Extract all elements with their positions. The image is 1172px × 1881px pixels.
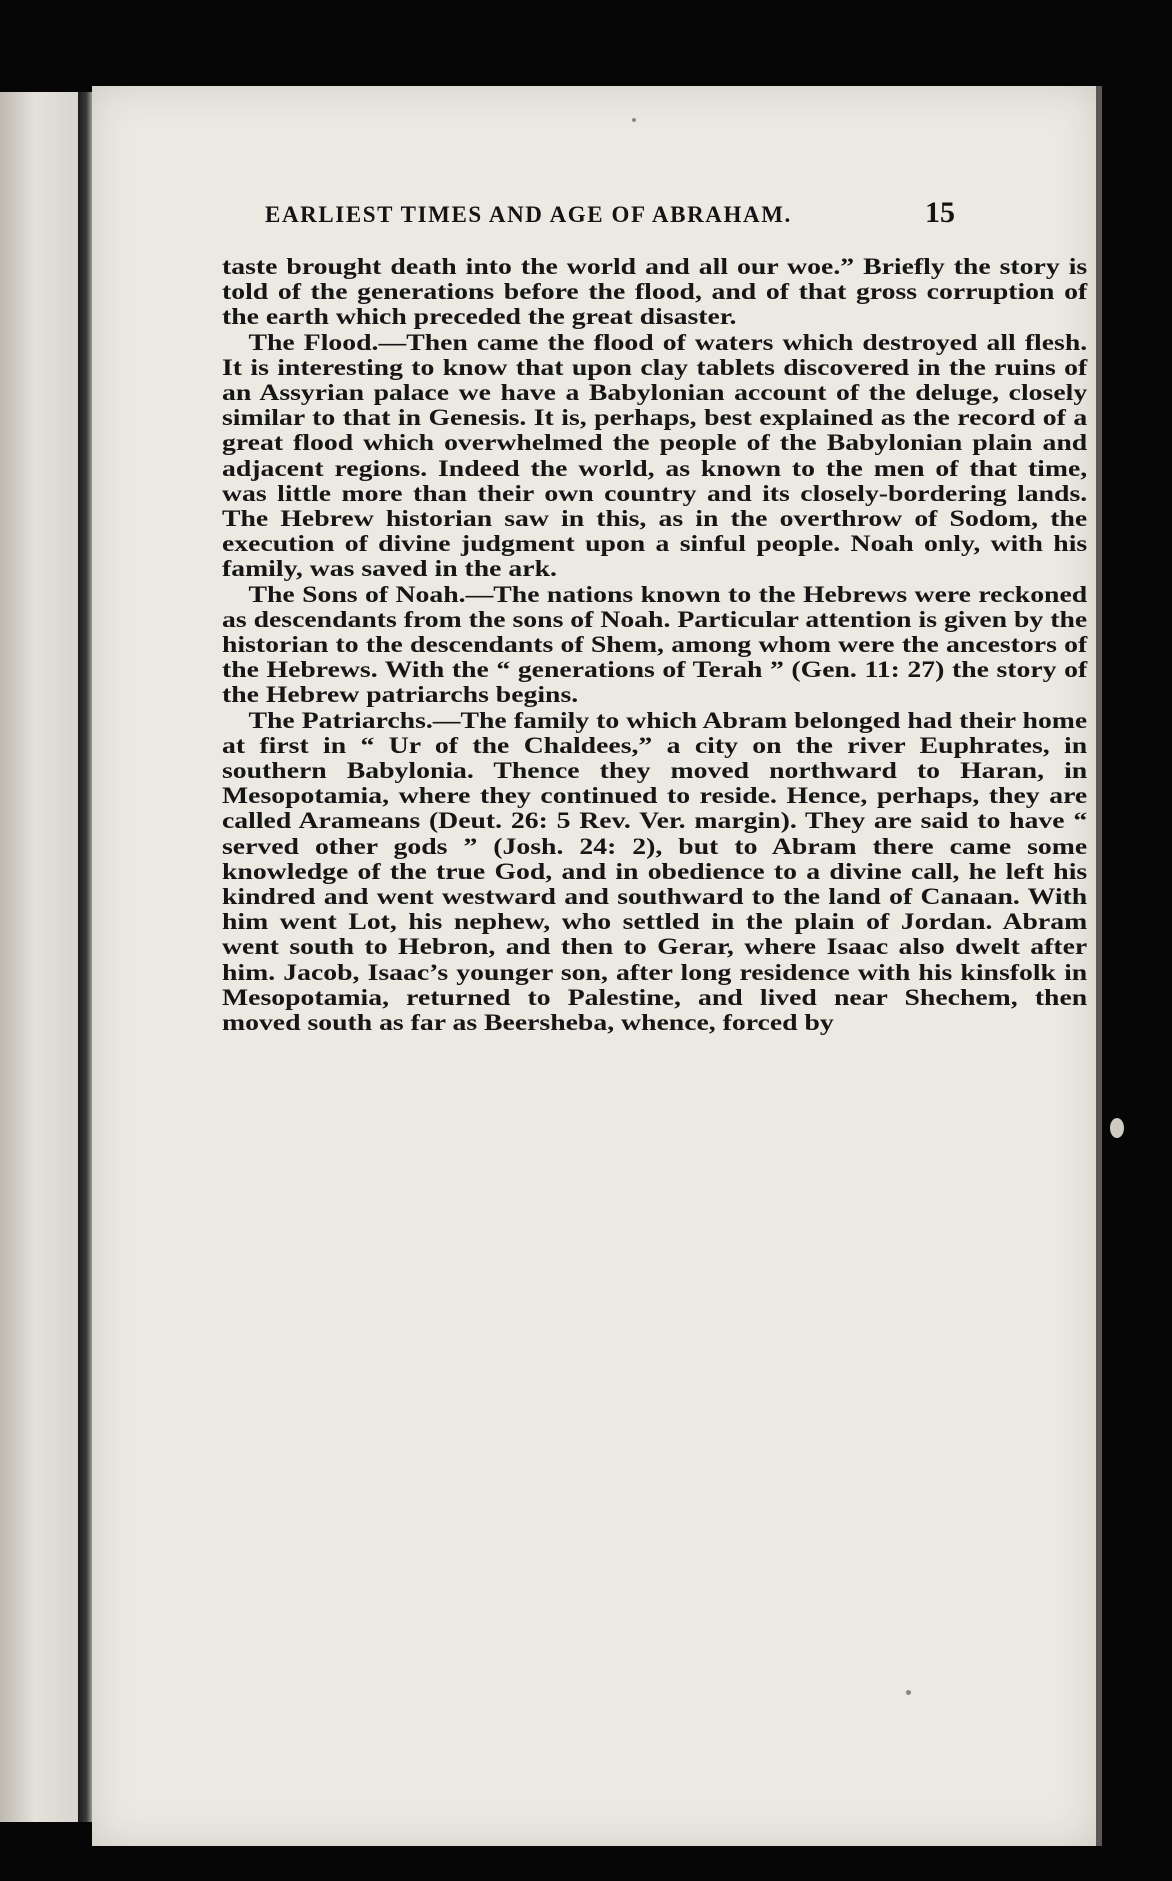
running-head: EARLIEST TIMES AND AGE OF ABRAHAM. <box>265 202 792 227</box>
paragraph-the-flood <box>222 330 1087 582</box>
paragraph-heading: The Patriarchs.— <box>248 707 461 733</box>
paragraph-text: taste brought death into the world and all our woe.” Briefly the story is told of the generations before the flood, and of that gross corruption of the earth which preceded the great disaster. <box>222 254 1088 330</box>
paragraph-heading: The Sons of Noah.— <box>248 581 494 607</box>
paragraph-text: The family to which Abram belonged had their home at first in “ Ur of the Chaldees,” a city on the river Euphrates, in southern Babylonia. Thence they moved northward to Haran, in Mesopotamia, where they continued to reside. Hence, perhaps, they are called Arameans (Deut. 26: 5 Rev. Ver. margin). They are said to have “ served other gods ” (Josh. 24: 2), but to Abram there came some knowledge of the true God, and in obedience to a divine call, he left his kindred and went westward and southward to the land of Canaan. With him went Lot, his nephew, who settled in the plain of Jordan. Abram went south to Hebron, and then to Gerar, where Isaac also dwelt after him. Jacob, Isaac’s younger son, after long residence with his kinsfolk in Mesopotamia, returned to Palestine, and lived near Shechem, then moved south as far as Beersheba, whence, forced by <box>222 707 1088 1036</box>
page-header <box>265 196 955 236</box>
paragraph-heading: The Flood.— <box>248 329 407 355</box>
paragraph-sons-of-noah <box>222 582 1087 708</box>
page-edge-shadow <box>1096 86 1102 1846</box>
previous-page-edge <box>0 92 78 1822</box>
scan-speck <box>906 1690 911 1695</box>
book-gutter <box>78 92 92 1822</box>
scan-speck <box>1110 1118 1124 1138</box>
body-text <box>222 254 1087 1035</box>
scan-speck <box>632 118 636 122</box>
paragraph-text: Then came the flood of waters which destroyed all flesh. It is interesting to know that upon clay tablets discovered in the ruins of an Assyrian palace we have a Babylonian account of the deluge, closely similar to that in Genesis. It is, perhaps, best explained as the record of a great flood which overwhelmed the people of the Babylonian plain and adjacent regions. Indeed the world, as known to the men of that time, was little more than their own country and its closely-bordering lands. The Hebrew historian saw in this, as in the overthrow of Sodom, the execution of divine judgment upon a sinful people. Noah only, with his family, was saved in the ark. <box>222 329 1088 582</box>
paragraph-continuation <box>222 254 1087 330</box>
page-number: 15 <box>925 196 955 229</box>
paragraph-text: The nations known to the Hebrews were reckoned as descendants from the sons of Noah. Particular attention is given by the historian to the descendants of Shem, among whom were the ancestors of the Hebrews. With the “ generations of Terah ” (Gen. 11: 27) the story of the Hebrew patriarchs begins. <box>222 581 1088 708</box>
paragraph-the-patriarchs <box>222 708 1087 1036</box>
